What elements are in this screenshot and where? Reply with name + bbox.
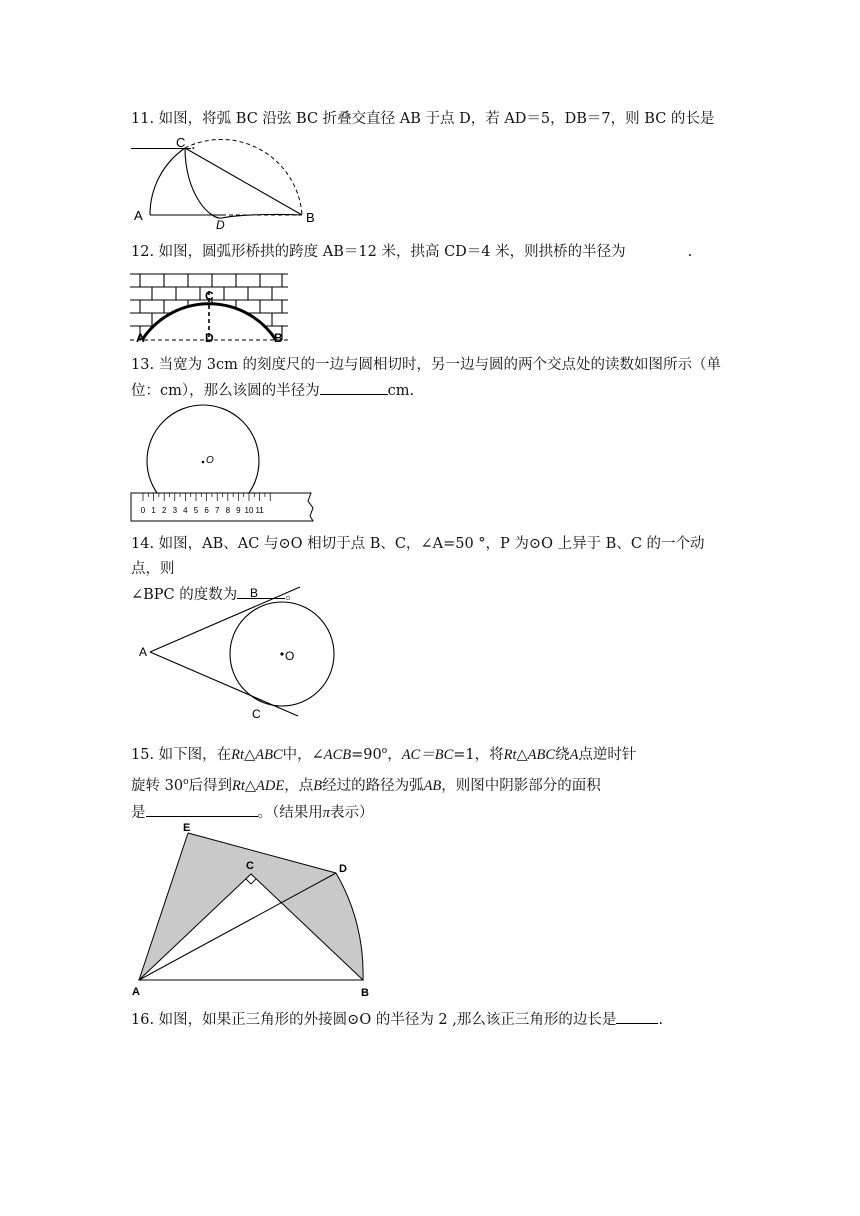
ruler-tick-label: 11	[255, 506, 264, 515]
ruler-tick-label: 9	[236, 506, 241, 515]
ruler-tick-label: 5	[193, 506, 199, 515]
ruler-tick-label: 10	[244, 506, 254, 515]
label-B: B	[306, 210, 315, 225]
ruler-tick-label: 7	[214, 506, 220, 515]
answer-blank-13[interactable]	[320, 378, 388, 395]
label-O: O	[285, 649, 295, 663]
label-B: B	[250, 586, 259, 600]
question-16-text: 16. 如图，如果正三角形的外接圆⊙O 的半径为 2 ,那么该正三角形的边长是	[131, 1012, 617, 1028]
label-A: A	[136, 331, 145, 345]
figure-13	[130, 406, 320, 522]
question-14: 14. 如图，AB、AC 与⊙O 相切于点 B、C，∠A=50 °，P 为⊙O 上异于 B、C 的一个动点，则 ∠BPC 的度数为 。	[131, 536, 705, 603]
label-E: E	[183, 822, 191, 834]
label-A: A	[134, 208, 143, 223]
figure-11	[130, 134, 330, 232]
ruler-tick-label: 2	[161, 506, 167, 515]
label-D: D	[205, 331, 214, 345]
question-11: 11. 如图，将弧 BC 沿弦 BC 折叠交直径 AB 于点 D，若 AD＝5，DB＝7，则 BC 的长是.	[131, 111, 715, 153]
label-C: C	[205, 289, 214, 303]
label-A: A	[139, 645, 148, 659]
label-D: D	[339, 863, 347, 875]
label-C: C	[252, 707, 261, 721]
figure-15	[130, 818, 369, 1000]
answer-blank-15[interactable]	[146, 800, 258, 817]
ruler-tick-label: 3	[172, 506, 178, 515]
ruler-tick-label: 8	[225, 506, 231, 515]
ruler-tick-label: 1	[151, 506, 156, 515]
question-11-text: 11. 如图，将弧 BC 沿弦 BC 折叠交直径 AB 于点 D，若 AD＝5，DB＝7，则 BC 的长是	[131, 111, 715, 127]
question-13: 13. 当宽为 3cm 的刻度尺的一边与圆相切时，另一边与圆的两个交点处的读数如图所示（单 位：cm），那么该圆的半径为 cm.	[131, 357, 721, 399]
label-C: C	[246, 860, 254, 872]
label-B: B	[274, 331, 283, 345]
label-B: B	[361, 987, 369, 999]
figure-14	[130, 582, 310, 722]
ruler-tick-label: 4	[183, 506, 188, 515]
figure-12	[130, 268, 290, 345]
question-14-line1: 14. 如图，AB、AC 与⊙O 相切于点 B、C，∠A=50 °，P 为⊙O 上异于 B、C 的一个动点，则	[131, 536, 705, 577]
question-16: 16. 如图，如果正三角形的外接圆⊙O 的半径为 2 ,那么该正三角形的边长是 .	[131, 1007, 731, 1033]
question-12: 12. 如图，圆弧形桥拱的跨度 AB＝12 米，拱高 CD＝4 米，则拱桥的半径为 .	[131, 244, 693, 260]
label-A: A	[132, 986, 140, 998]
ruler-tick-label: 6	[204, 506, 209, 515]
label-D: D	[216, 218, 225, 232]
answer-blank-16[interactable]	[616, 1007, 658, 1024]
question-15: 15. 如下图，在Rt△ABC中，$\angle ACB=90^o$，AC＝BC=1，将Rt△ABC绕A点逆时针 旋转 30$^o$后得到Rt△ADE，点B经过的路径为弧AB，则图中阴影部分的面积 是 。（结果用π表示）	[131, 746, 637, 821]
label-C: C	[176, 135, 186, 150]
question-12-text: 12. 如图，圆弧形桥拱的跨度 AB＝12 米，拱高 CD＝4 米，则拱桥的半径为	[131, 244, 626, 260]
question-13-line1: 13. 当宽为 3cm 的刻度尺的一边与圆相切时，另一边与圆的两个交点处的读数如图所示（单	[131, 357, 721, 373]
label-O: O	[206, 455, 214, 466]
ruler-tick-label: 0	[140, 506, 146, 515]
